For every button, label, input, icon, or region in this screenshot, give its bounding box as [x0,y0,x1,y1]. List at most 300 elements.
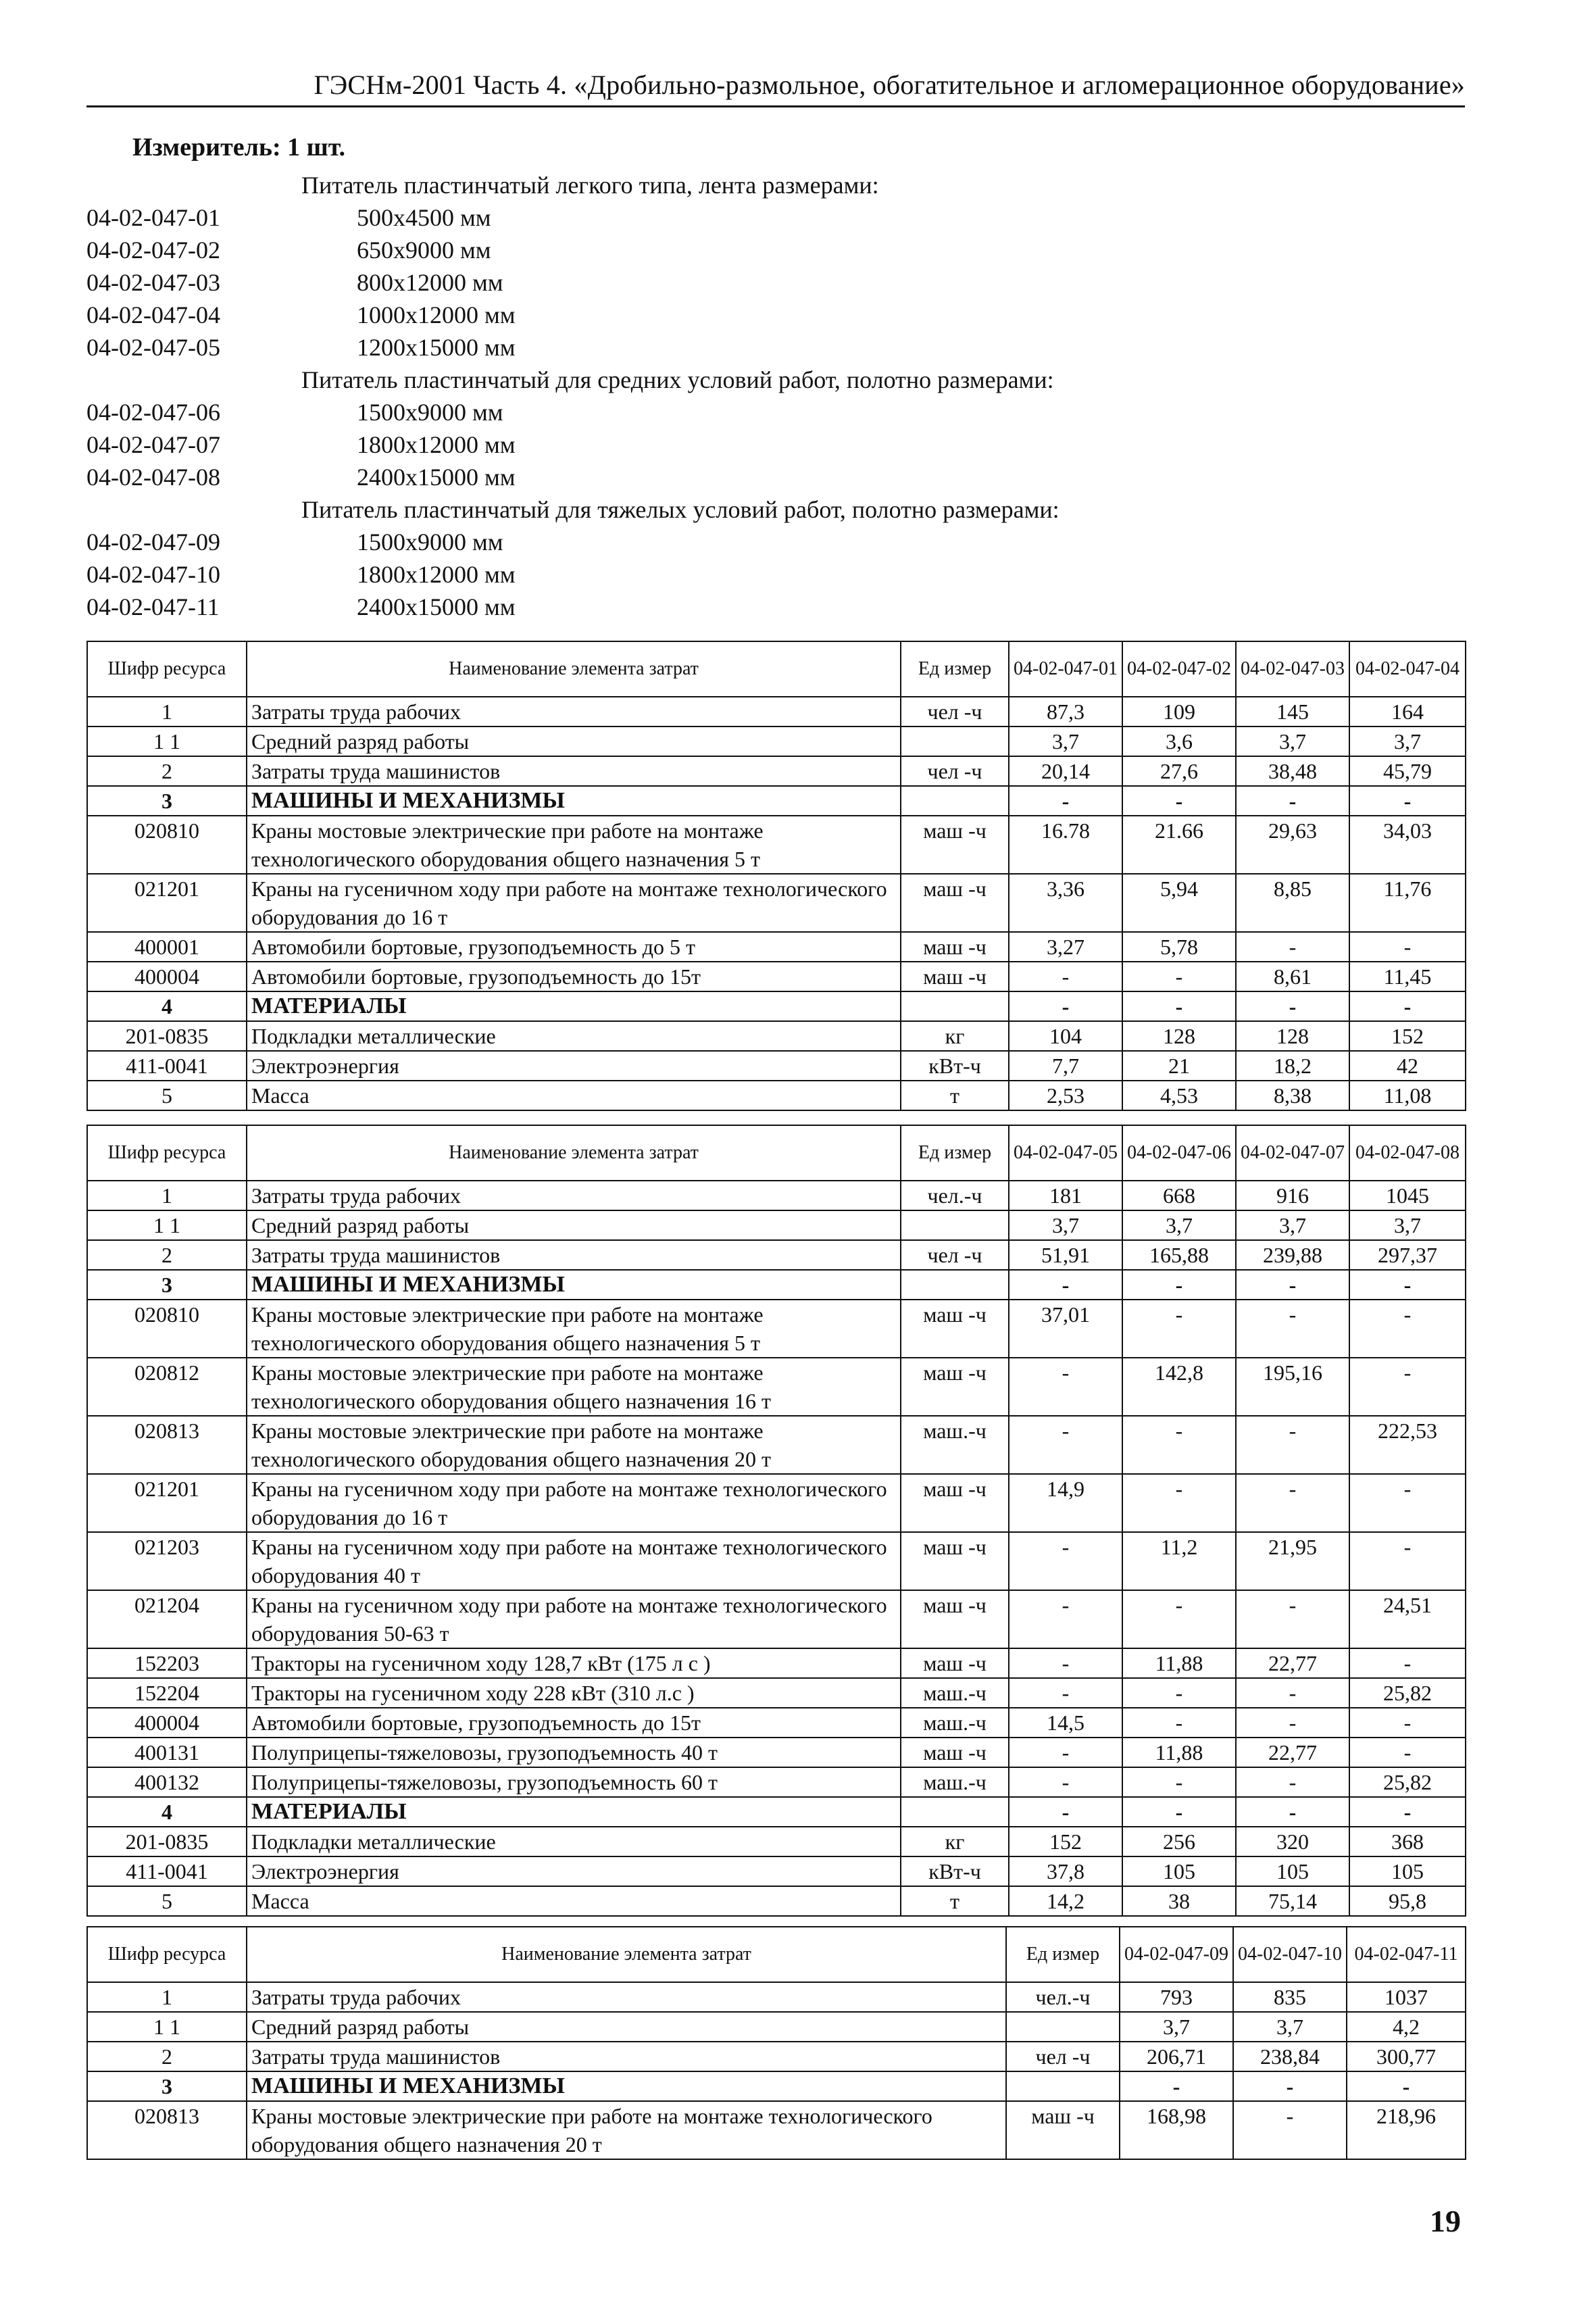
meter-group [86,169,1465,364]
value-cell: - [1120,2071,1233,2101]
resource-code: 5 [87,1081,247,1110]
resource-code: 1 [87,1982,247,2012]
table-row [87,1738,1466,1767]
value-cell: 152 [1009,1827,1122,1856]
value-cell: - [1009,786,1122,816]
value-cell: 105 [1122,1856,1236,1886]
resource-code: 400004 [87,1708,247,1738]
value-cell: - [1009,1678,1122,1708]
value-cell: - [1349,1474,1466,1532]
cost-element-name: Краны мостовые электрические при работе на монтаже технологического оборудования общего назначения 5 т [247,816,901,874]
table-row [87,727,1466,756]
header-col: 04-02-047-10 [1233,1927,1347,1982]
value-cell: - [1236,1416,1349,1474]
table-row [87,1474,1466,1532]
cost-element-name: Тракторы на гусеничном ходу 128,7 кВт (175 л с ) [247,1648,901,1678]
value-cell: 222,53 [1349,1416,1466,1474]
meter-desc: 1800х12000 мм [357,431,516,458]
meter-item [86,461,1465,493]
value-cell: 38,48 [1236,756,1349,786]
unit: маш -ч [901,1358,1009,1416]
value-cell: 3,7 [1009,727,1122,756]
value-cell: 368 [1349,1827,1466,1856]
resource-code: 3 [87,786,247,816]
value-cell: - [1349,1708,1466,1738]
cost-table-3 [86,1926,1466,2160]
value-cell: - [1122,1416,1236,1474]
cost-element-name: Автомобили бортовые, грузоподъемность до 5 т [247,932,901,962]
value-cell: 38 [1122,1886,1236,1916]
table-row [87,1081,1466,1110]
resource-code: 411-0041 [87,1856,247,1886]
unit: маш.-ч [901,1678,1009,1708]
table-row [87,756,1466,786]
value-cell: 3,6 [1122,727,1236,756]
value-cell: 11,2 [1122,1532,1236,1590]
value-cell: 105 [1349,1856,1466,1886]
resource-code: 411-0041 [87,1051,247,1081]
cost-element-name: Средний разряд работы [247,1210,901,1240]
value-cell: 300,77 [1347,2042,1466,2071]
resource-code: 3 [87,2071,247,2101]
meter-desc: 1800х12000 мм [357,561,516,588]
resource-code: 1 1 [87,2012,247,2042]
value-cell: - [1009,1590,1122,1648]
unit: чел -ч [901,1240,1009,1270]
value-cell: 21,95 [1236,1532,1349,1590]
value-cell: 25,82 [1349,1767,1466,1797]
cost-element-name: Краны мостовые электрические при работе на монтаже технологического оборудования общего назначения 5 т [247,1300,901,1358]
value-cell: 87,3 [1009,697,1122,727]
unit: маш -ч [1006,2101,1120,2159]
cost-element-name: Автомобили бортовые, грузоподъемность до 15т [247,962,901,991]
value-cell: 320 [1236,1827,1349,1856]
table-row [87,1678,1466,1708]
meter-code: 04-02-047-02 [86,237,220,264]
value-cell: 145 [1236,697,1349,727]
resource-code: 201-0835 [87,1827,247,1856]
unit: кВт-ч [901,1856,1009,1886]
page-number: 19 [1430,2204,1461,2238]
value-cell: 238,84 [1233,2042,1347,2071]
resource-code: 400131 [87,1738,247,1767]
unit: маш -ч [901,1648,1009,1678]
value-cell: 37,01 [1009,1300,1122,1358]
table-row [87,1051,1466,1081]
unit: кг [901,1827,1009,1856]
table-row [87,1856,1466,1886]
header-name: Наименование элемента затрат [247,1927,1006,1982]
header-col: 04-02-047-03 [1236,641,1349,697]
value-cell: 51,91 [1009,1240,1122,1270]
value-cell: - [1122,1474,1236,1532]
meter-item [86,331,1465,364]
meter-desc: 1500х9000 мм [357,399,503,426]
resource-code: 2 [87,1240,247,1270]
header-code: Шифр ресурса [87,1927,247,1982]
value-cell: 34,03 [1349,816,1466,874]
table-row [87,1240,1466,1270]
value-cell: 142,8 [1122,1358,1236,1416]
value-cell: - [1236,1590,1349,1648]
unit: маш.-ч [901,1708,1009,1738]
header-col: 04-02-047-01 [1009,641,1122,697]
value-cell: 4,53 [1122,1081,1236,1110]
table-row [87,2012,1466,2042]
value-cell: - [1236,932,1349,962]
unit: чел.-ч [1006,1982,1120,2012]
meter-group [86,364,1465,493]
cost-element-name: Затраты труда машинистов [247,1240,901,1270]
value-cell: - [1009,1532,1122,1590]
header-col: 04-02-047-09 [1120,1927,1233,1982]
value-cell: 1037 [1347,1982,1466,2012]
value-cell: 3,7 [1233,2012,1347,2042]
header-code: Шифр ресурса [87,641,247,697]
value-cell: 11,08 [1349,1081,1466,1110]
value-cell: - [1122,1767,1236,1797]
value-cell: - [1009,1797,1122,1827]
value-cell: 11,88 [1122,1648,1236,1678]
value-cell: - [1236,1708,1349,1738]
resource-code: 020813 [87,1416,247,1474]
unit [901,991,1009,1021]
document-header: ГЭСНм-2001 Часть 4. «Дробильно-размольное, обогатительное и агломерационное оборудование» [86,65,1465,107]
meter-item [86,558,1465,591]
value-cell: 668 [1122,1181,1236,1210]
cost-element-name: Затраты труда машинистов [247,2042,1006,2071]
meter-code: 04-02-047-01 [86,204,220,231]
value-cell: - [1349,1300,1466,1358]
meter-list [86,169,1465,623]
cost-element-name: Средний разряд работы [247,727,901,756]
value-cell: - [1349,991,1466,1021]
table-row [87,1021,1466,1051]
value-cell: - [1233,2101,1347,2159]
meter-desc: 500х4500 мм [357,204,491,231]
table-row [87,1590,1466,1648]
cost-element-name: МАТЕРИАЛЫ [247,1797,901,1827]
unit: т [901,1886,1009,1916]
meter-code: 04-02-047-05 [86,334,220,361]
header-col: 04-02-047-02 [1122,641,1236,697]
value-cell: 11,76 [1349,874,1466,932]
value-cell: 29,63 [1236,816,1349,874]
value-cell: 27,6 [1122,756,1236,786]
value-cell: - [1009,1738,1122,1767]
cost-element-name: Краны мостовые электрические при работе на монтаже технологического оборудования общего назначения 20 т [247,2101,1006,2159]
value-cell: 3,7 [1236,727,1349,756]
header-col: 04-02-047-05 [1009,1125,1122,1181]
table-row [87,2101,1466,2159]
value-cell: 297,37 [1349,1240,1466,1270]
value-cell: - [1347,2071,1466,2101]
unit: маш -ч [901,1474,1009,1532]
meter-group [86,493,1465,623]
value-cell: 1045 [1349,1181,1466,1210]
table-row [87,1532,1466,1590]
table-row [87,2071,1466,2101]
value-cell: - [1122,1590,1236,1648]
value-cell: - [1009,962,1122,991]
value-cell: 105 [1236,1856,1349,1886]
value-cell: 45,79 [1349,756,1466,786]
cost-element-name: Затраты труда рабочих [247,1181,901,1210]
value-cell: - [1236,1270,1349,1300]
value-cell: 152 [1349,1021,1466,1051]
resource-code: 1 1 [87,1210,247,1240]
value-cell: - [1236,991,1349,1021]
unit: чел -ч [901,756,1009,786]
resource-code: 020810 [87,1300,247,1358]
header-col: 04-02-047-04 [1349,641,1466,697]
value-cell: 25,82 [1349,1678,1466,1708]
cost-element-name: Подкладки металлические [247,1827,901,1856]
value-cell: - [1236,1767,1349,1797]
resource-code: 2 [87,756,247,786]
value-cell: 181 [1009,1181,1122,1210]
cost-element-name: Затраты труда рабочих [247,697,901,727]
value-cell: 239,88 [1236,1240,1349,1270]
value-cell: 104 [1009,1021,1122,1051]
value-cell: 3,7 [1122,1210,1236,1240]
table-row [87,1181,1466,1210]
value-cell: 24,51 [1349,1590,1466,1648]
cost-element-name: МАШИНЫ И МЕХАНИЗМЫ [247,2071,1006,2101]
meter-desc: 800х12000 мм [357,269,503,296]
cost-element-name: Масса [247,1886,901,1916]
header-col: 04-02-047-06 [1122,1125,1236,1181]
meter-code: 04-02-047-08 [86,464,220,491]
value-cell: 11,88 [1122,1738,1236,1767]
table-row [87,1270,1466,1300]
table-row [87,1300,1466,1358]
meter-code: 04-02-047-03 [86,269,220,296]
value-cell: - [1009,1648,1122,1678]
value-cell: 8,61 [1236,962,1349,991]
value-cell: 3,7 [1349,727,1466,756]
resource-code: 400132 [87,1767,247,1797]
table-row [87,932,1466,962]
resource-code: 400001 [87,932,247,962]
value-cell: 7,7 [1009,1051,1122,1081]
value-cell: - [1349,786,1466,816]
header-unit: Ед измер [901,1125,1009,1181]
value-cell: - [1009,1270,1122,1300]
value-cell: - [1122,1300,1236,1358]
cost-element-name: МАШИНЫ И МЕХАНИЗМЫ [247,1270,901,1300]
value-cell: 165,88 [1122,1240,1236,1270]
unit: чел -ч [1006,2042,1120,2071]
resource-code: 152203 [87,1648,247,1678]
value-cell: 3,36 [1009,874,1122,932]
value-cell: 3,7 [1120,2012,1233,2042]
cost-element-name: Подкладки металлические [247,1021,901,1051]
meter-desc: 1200х15000 мм [357,334,516,361]
resource-code: 021201 [87,1474,247,1532]
value-cell: 75,14 [1236,1886,1349,1916]
value-cell: - [1236,1300,1349,1358]
meter-item [86,591,1465,623]
unit [901,1210,1009,1240]
cost-element-name: Краны на гусеничном ходу при работе на монтаже технологического оборудования до 16 т [247,1474,901,1532]
table-row [87,1827,1466,1856]
group-title: Питатель пластинчатый для тяжелых условий работ, полотно размерами: [301,496,1059,523]
table-row [87,1210,1466,1240]
cost-element-name: Краны на гусеничном ходу при работе на монтаже технологического оборудования до 16 т [247,874,901,932]
value-cell: 20,14 [1009,756,1122,786]
unit: маш -ч [901,932,1009,962]
meter-code: 04-02-047-10 [86,561,220,588]
value-cell: - [1349,1358,1466,1416]
value-cell: 835 [1233,1982,1347,2012]
resource-code: 400004 [87,962,247,991]
resource-code: 021203 [87,1532,247,1590]
meter-item [86,396,1465,428]
value-cell: - [1122,1797,1236,1827]
resource-code: 1 1 [87,727,247,756]
meter-desc: 2400х15000 мм [357,593,516,620]
unit [901,727,1009,756]
value-cell: 128 [1122,1021,1236,1051]
unit: маш.-ч [901,1767,1009,1797]
value-cell: - [1233,2071,1347,2101]
value-cell: - [1122,991,1236,1021]
meter-item [86,234,1465,266]
value-cell: - [1009,991,1122,1021]
cost-element-name: Краны мостовые электрические при работе на монтаже технологического оборудования общего назначения 16 т [247,1358,901,1416]
table-row [87,697,1466,727]
value-cell: - [1349,1648,1466,1678]
resource-code: 201-0835 [87,1021,247,1051]
cost-element-name: Полуприцепы-тяжеловозы, грузоподъемность 40 т [247,1738,901,1767]
value-cell: 14,5 [1009,1708,1122,1738]
measure-unit: Измеритель: 1 шт. [132,133,346,162]
header-name: Наименование элемента затрат [247,1125,901,1181]
table-row [87,874,1466,932]
resource-code: 021201 [87,874,247,932]
cost-element-name: Краны на гусеничном ходу при работе на монтаже технологического оборудования 50-63 т [247,1590,901,1648]
meter-desc: 1500х9000 мм [357,528,503,556]
unit [1006,2071,1120,2101]
header-col: 04-02-047-07 [1236,1125,1349,1181]
value-cell: - [1236,786,1349,816]
unit: чел -ч [901,697,1009,727]
cost-table-1 [86,641,1466,1111]
value-cell: - [1122,1708,1236,1738]
value-cell: 95,8 [1349,1886,1466,1916]
group-title: Питатель пластинчатый легкого типа, лента размерами: [301,172,879,199]
table-row [87,1886,1466,1916]
meter-item [86,299,1465,331]
meter-code: 04-02-047-06 [86,399,220,426]
value-cell: 8,85 [1236,874,1349,932]
meter-item [86,526,1465,558]
value-cell: 128 [1236,1021,1349,1051]
value-cell: - [1236,1797,1349,1827]
value-cell: 42 [1349,1051,1466,1081]
value-cell: - [1349,1532,1466,1590]
resource-code: 4 [87,1797,247,1827]
meter-code: 04-02-047-04 [86,301,220,328]
value-cell: 2,53 [1009,1081,1122,1110]
resource-code: 3 [87,1270,247,1300]
unit: маш -ч [901,874,1009,932]
unit [901,1797,1009,1827]
cost-element-name: Краны на гусеничном ходу при работе на монтаже технологического оборудования 40 т [247,1532,901,1590]
unit: кВт-ч [901,1051,1009,1081]
unit [1006,2012,1120,2042]
value-cell: 21.66 [1122,816,1236,874]
value-cell: - [1009,1416,1122,1474]
table-row [87,1767,1466,1797]
value-cell: 22,77 [1236,1738,1349,1767]
unit: маш -ч [901,816,1009,874]
value-cell: 218,96 [1347,2101,1466,2159]
group-title: Питатель пластинчатый для средних условий работ, полотно размерами: [301,366,1054,393]
resource-code: 2 [87,2042,247,2071]
cost-element-name: МАТЕРИАЛЫ [247,991,901,1021]
table-row [87,786,1466,816]
value-cell: 195,16 [1236,1358,1349,1416]
value-cell: 5,78 [1122,932,1236,962]
value-cell: 168,98 [1120,2101,1233,2159]
meter-desc: 1000х12000 мм [357,301,516,328]
value-cell: 11,45 [1349,962,1466,991]
value-cell: 256 [1122,1827,1236,1856]
unit: маш -ч [901,1532,1009,1590]
resource-code: 020810 [87,816,247,874]
value-cell: 37,8 [1009,1856,1122,1886]
table-row [87,1708,1466,1738]
value-cell: 793 [1120,1982,1233,2012]
resource-code: 1 [87,1181,247,1210]
table-row [87,2042,1466,2071]
value-cell: 3,27 [1009,932,1122,962]
resource-code: 152204 [87,1678,247,1708]
unit: кг [901,1021,1009,1051]
value-cell: - [1009,1358,1122,1416]
resource-code: 4 [87,991,247,1021]
value-cell: 14,2 [1009,1886,1122,1916]
value-cell: 18,2 [1236,1051,1349,1081]
cost-element-name: Масса [247,1081,901,1110]
value-cell: - [1349,932,1466,962]
meter-item [86,266,1465,299]
value-cell: 3,7 [1236,1210,1349,1240]
value-cell: 8,38 [1236,1081,1349,1110]
table-row [87,1648,1466,1678]
resource-code: 021204 [87,1590,247,1648]
value-cell: 21 [1122,1051,1236,1081]
resource-code: 5 [87,1886,247,1916]
unit: т [901,1081,1009,1110]
cost-element-name: Краны мостовые электрические при работе на монтаже технологического оборудования общего назначения 20 т [247,1416,901,1474]
cost-element-name: Затраты труда рабочих [247,1982,1006,2012]
cost-table-2 [86,1125,1466,1917]
unit: чел.-ч [901,1181,1009,1210]
cost-element-name: МАШИНЫ И МЕХАНИЗМЫ [247,786,901,816]
value-cell: 4,2 [1347,2012,1466,2042]
value-cell: 3,7 [1009,1210,1122,1240]
cost-element-name: Тракторы на гусеничном ходу 228 кВт (310 л.с ) [247,1678,901,1708]
meter-code: 04-02-047-09 [86,528,220,556]
cost-element-name: Затраты труда машинистов [247,756,901,786]
cost-element-name: Электроэнергия [247,1856,901,1886]
value-cell: - [1122,786,1236,816]
table-row [87,1797,1466,1827]
cost-element-name: Полуприцепы-тяжеловозы, грузоподъемность 60 т [247,1767,901,1797]
